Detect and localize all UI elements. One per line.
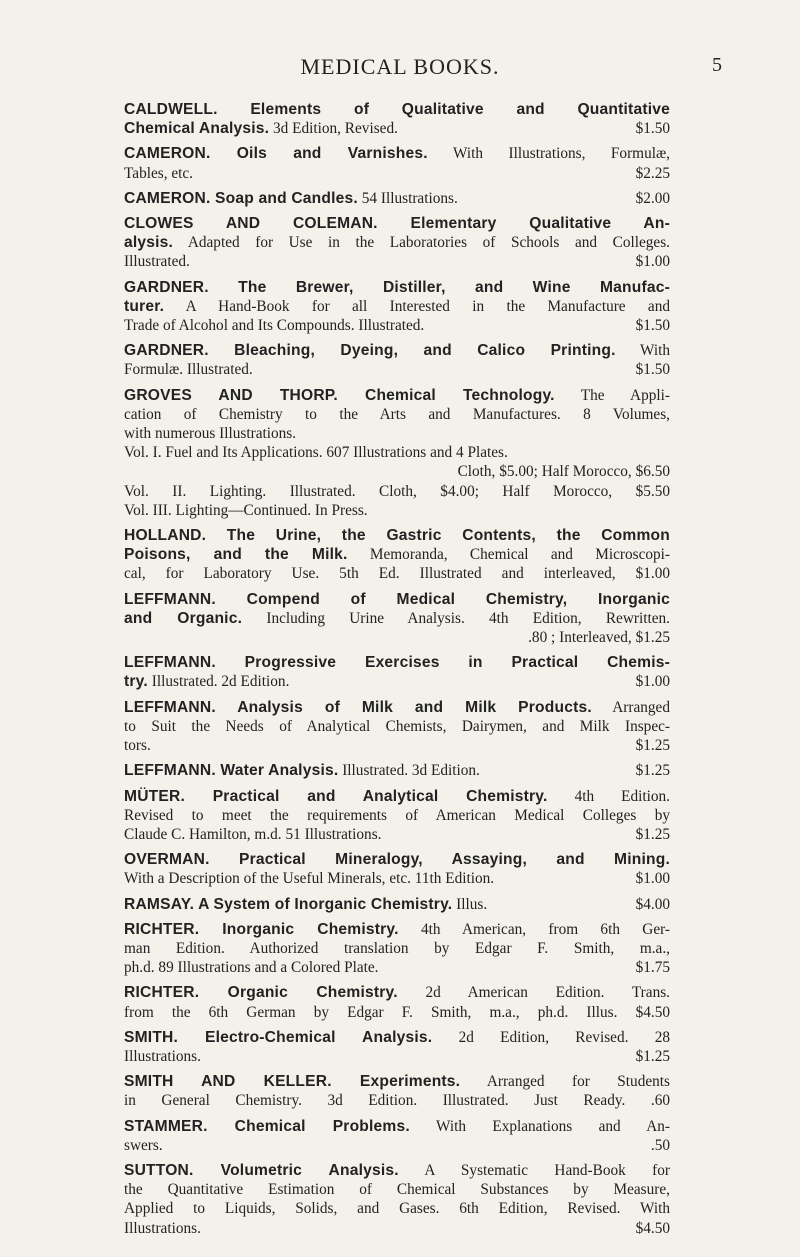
book-price: $1.50 [635, 120, 670, 138]
book-title: CAMERON. Oils and Varnishes. [124, 145, 428, 163]
book-description: Formulæ. Illustrated. [124, 361, 253, 379]
book-title: RICHTER. Organic Chemistry. [124, 984, 398, 1002]
entry-line [124, 1219, 670, 1238]
book-price: .50 [650, 1136, 670, 1154]
book-list [124, 100, 670, 1244]
entry-line [124, 1199, 670, 1218]
book-description: Illustrated. [124, 253, 190, 271]
entry-line [124, 628, 670, 647]
entry-text [124, 119, 398, 138]
entry-line [124, 672, 670, 691]
book-description: 54 Illustrations. [357, 189, 458, 207]
book-entry [124, 144, 670, 182]
entry-line [124, 806, 670, 825]
book-title: CLOWES AND COLEMAN. Elementary Qualitative An- [124, 215, 670, 233]
entry-line [124, 214, 670, 233]
book-entry [124, 189, 670, 208]
book-entry [124, 895, 670, 914]
book-title: SUTTON. Volumetric Analysis. [124, 1161, 399, 1179]
book-description: 4th Edition. [547, 787, 670, 805]
book-title: SMITH AND KELLER. Experiments. [124, 1073, 461, 1091]
book-description: the Quantitative Estimation of Chemical Substances by Measure, [124, 1181, 670, 1199]
book-title: OVERMAN. Practical Mineralogy, Assaying, and Mining. [124, 851, 670, 869]
book-entry [124, 983, 670, 1021]
entry-text [124, 189, 458, 208]
book-price: $1.25 [635, 825, 670, 843]
book-description: Illus. [452, 895, 488, 913]
entry-line [124, 869, 670, 888]
book-title: Chemical Analysis. [124, 120, 270, 138]
entry-line [124, 360, 670, 379]
book-title: turer. [124, 297, 165, 315]
entry-line [124, 424, 670, 443]
book-description: in General Chemistry. 3d Edition. Illustrated. Just Ready. .60 [124, 1092, 670, 1110]
book-description: Vol. II. Lighting. Illustrated. Cloth, $4.00; Half Morocco, $5.50 [124, 482, 670, 500]
entry-line [124, 1028, 670, 1047]
book-price: $1.25 [635, 1047, 670, 1065]
book-description: Vol. I. Fuel and Its Applications. 607 Illustrations and 4 Plates. [124, 444, 508, 462]
entry-line [124, 341, 670, 360]
book-description: cal, for Laboratory Use. 5th Ed. Illustrated and interleaved, $1.00 [124, 565, 670, 583]
entry-line [124, 462, 670, 481]
book-description: Illustrated. 2d Edition. [147, 673, 290, 691]
book-entry [124, 214, 670, 272]
book-description: ph.d. 89 Illustrations and a Colored Plate. [124, 959, 379, 977]
entry-text [124, 316, 424, 335]
book-entry [124, 1028, 670, 1066]
book-title: Poisons, and the Milk. [124, 546, 348, 564]
entry-line [124, 609, 670, 628]
entry-line [124, 164, 670, 183]
entry-line [124, 1072, 670, 1091]
entry-text [124, 736, 151, 755]
book-description: Arranged [591, 698, 670, 716]
book-description: man Edition. Authorized translation by Edgar F. Smith, m.a., [124, 939, 670, 957]
book-title: SMITH. Electro-Chemical Analysis. [124, 1028, 433, 1046]
entry-line [124, 443, 670, 462]
entry-line [124, 920, 670, 939]
book-title: and Organic. [124, 609, 243, 627]
book-entry [124, 1161, 670, 1238]
book-title: try. [124, 673, 148, 691]
book-title: GROVES AND THORP. Chemical Technology. [124, 386, 555, 404]
entry-text [124, 672, 289, 691]
book-entry [124, 278, 670, 336]
book-entry [124, 920, 670, 978]
book-description: Vol. III. Lighting—Continued. In Press. [124, 501, 368, 519]
entry-line [124, 653, 670, 672]
book-description: A Hand-Book for all Interested in the Manufacture and [164, 297, 670, 315]
book-price: $2.00 [635, 189, 670, 207]
book-title: LEFFMANN. Progressive Exercises in Practical Chemis- [124, 654, 670, 672]
entry-line [124, 297, 670, 316]
book-title: RICHTER. Inorganic Chemistry. [124, 920, 399, 938]
book-price: $1.00 [635, 870, 670, 888]
book-title: CAMERON. Soap and Candles. [124, 189, 358, 207]
book-price: $1.50 [635, 361, 670, 379]
book-description: Illustrated. 3d Edition. [338, 762, 480, 780]
book-description: With a Description of the Useful Minerals, etc. 11th Edition. [124, 870, 495, 888]
entry-text [124, 360, 253, 379]
book-description: With Illustrations, Formulæ, [427, 145, 670, 163]
entry-line [124, 1047, 670, 1066]
book-description: Illustrations. [124, 1219, 201, 1237]
entry-line [124, 1136, 670, 1155]
entry-text [124, 958, 378, 977]
book-entry [124, 100, 670, 138]
book-description: cation of Chemistry to the Arts and Manufactures. 8 Volumes, [124, 405, 670, 423]
entry-text [124, 1136, 163, 1155]
book-description: 2d American Edition. Trans. [397, 984, 670, 1002]
entry-line [124, 698, 670, 717]
book-description: The Appli- [554, 386, 670, 404]
entry-line [124, 939, 670, 958]
entry-text [124, 252, 190, 271]
book-price: $1.25 [635, 762, 670, 780]
entry-line [124, 545, 670, 564]
book-description: Tables, etc. [124, 164, 194, 182]
book-entry [124, 386, 670, 520]
book-entry [124, 698, 670, 756]
entry-line [124, 1117, 670, 1136]
entry-line [124, 501, 670, 520]
book-entry [124, 653, 670, 691]
book-description: to Suit the Needs of Analytical Chemists, Dairymen, and Milk Inspec- [124, 717, 670, 735]
book-description: swers. [124, 1136, 163, 1154]
entry-line [124, 787, 670, 806]
book-description: from the 6th German by Edgar F. Smith, m.a., ph.d. Illus. $4.50 [124, 1003, 670, 1021]
entry-line [124, 1003, 670, 1022]
book-title: GARDNER. Bleaching, Dyeing, and Calico Printing. [124, 342, 616, 360]
book-entry [124, 341, 670, 379]
entry-line [124, 564, 670, 583]
entry-text [124, 895, 487, 914]
entry-text [124, 164, 193, 183]
book-price: $1.00 [635, 673, 670, 691]
book-description: Memoranda, Chemical and Microscopi- [347, 546, 670, 564]
book-title: LEFFMANN. Analysis of Milk and Milk Products. [124, 698, 592, 716]
entry-text [124, 1219, 201, 1238]
book-description: 2d Edition, Revised. 28 [432, 1028, 670, 1046]
book-title: HOLLAND. The Urine, the Gastric Contents, the Common [124, 527, 670, 545]
page-number: 5 [712, 54, 722, 76]
entry-line [124, 405, 670, 424]
entry-line [124, 119, 670, 138]
entry-line [124, 983, 670, 1002]
entry-line [124, 386, 670, 405]
book-price: $1.00 [635, 253, 670, 271]
entry-line [124, 316, 670, 335]
book-entry [124, 787, 670, 845]
book-description: .80 ; Interleaved, $1.25 [528, 629, 670, 647]
entry-line [124, 189, 670, 208]
book-description: With [615, 342, 670, 360]
book-entry [124, 761, 670, 780]
book-description: Applied to Liquids, Solids, and Gases. 6th Edition, Revised. With [124, 1200, 670, 1218]
book-price: $4.50 [635, 1219, 670, 1237]
entry-line [124, 958, 670, 977]
book-description: Adapted for Use in the Laboratories of Schools and Colleges. [173, 234, 670, 252]
entry-line [124, 482, 670, 501]
entry-line [124, 590, 670, 609]
entry-text [124, 1047, 201, 1066]
book-entry [124, 1117, 670, 1155]
entry-line [124, 717, 670, 736]
entry-line [124, 233, 670, 252]
book-title: LEFFMANN. Water Analysis. [124, 762, 339, 780]
book-description: With Explanations and An- [409, 1117, 670, 1135]
entry-line [124, 526, 670, 545]
book-description: 3d Edition, Revised. [269, 120, 398, 138]
book-entry [124, 850, 670, 888]
book-entry [124, 590, 670, 648]
book-price: $1.50 [635, 317, 670, 335]
book-entry [124, 526, 670, 584]
book-description: Cloth, $5.00; Half Morocco, $6.50 [457, 463, 670, 481]
book-title: MÜTER. Practical and Analytical Chemistry. [124, 787, 548, 805]
entry-line [124, 736, 670, 755]
entry-line [124, 252, 670, 271]
book-title: alysis. [124, 234, 174, 252]
entry-line [124, 1161, 670, 1180]
book-price: $4.00 [635, 895, 670, 913]
entry-line [124, 1180, 670, 1199]
entry-line [124, 761, 670, 780]
entry-text [124, 825, 381, 844]
book-description: Arranged for Students [460, 1073, 670, 1091]
book-description: Revised to meet the requirements of American Medical Colleges by [124, 806, 670, 824]
entry-text [124, 869, 494, 888]
book-title: CALDWELL. Elements of Qualitative and Quantitative [124, 101, 670, 118]
book-description: Illustrations. [124, 1047, 201, 1065]
entry-line [124, 1091, 670, 1110]
book-entry [124, 1072, 670, 1110]
book-price: $2.25 [635, 164, 670, 182]
book-description: Trade of Alcohol and Its Compounds. Illustrated. [124, 317, 425, 335]
book-price: $1.75 [635, 959, 670, 977]
book-description: A Systematic Hand-Book for [398, 1161, 670, 1179]
entry-text [124, 761, 480, 780]
page-header [0, 54, 800, 84]
book-description: 4th American, from 6th Ger- [398, 920, 670, 938]
book-title: GARDNER. The Brewer, Distiller, and Wine Manufac- [124, 278, 670, 296]
book-price: $1.25 [635, 737, 670, 755]
book-title: RAMSAY. A System of Inorganic Chemistry. [124, 895, 453, 913]
entry-line [124, 100, 670, 119]
entry-line [124, 850, 670, 869]
book-description: with numerous Illustrations. [124, 425, 297, 443]
book-description: Including Urine Analysis. 4th Edition, Rewritten. [242, 609, 670, 627]
entry-line [124, 278, 670, 297]
book-title: STAMMER. Chemical Problems. [124, 1117, 410, 1135]
entry-line [124, 895, 670, 914]
book-title: LEFFMANN. Compend of Medical Chemistry, Inorganic [124, 590, 670, 608]
running-head: MEDICAL BOOKS. [300, 54, 500, 79]
book-description: tors. [124, 737, 151, 755]
entry-line [124, 825, 670, 844]
entry-line [124, 144, 670, 163]
book-description: Claude C. Hamilton, m.d. 51 Illustrations. [124, 825, 382, 843]
